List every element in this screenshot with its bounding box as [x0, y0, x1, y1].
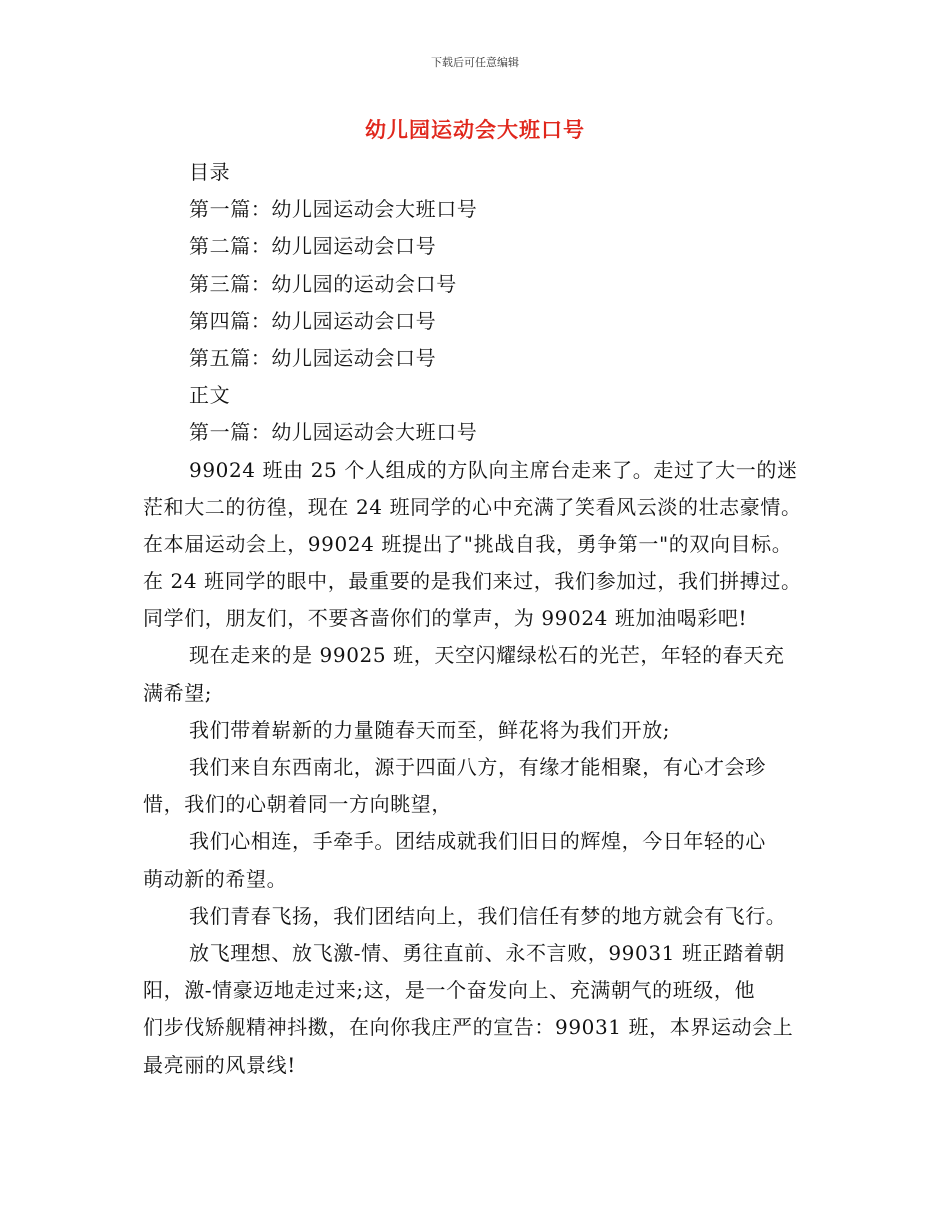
paragraph-line: 们步伐矫舰精神抖擞，在向你我庄严的宣告：99031 班，本界运动会上 — [143, 1015, 794, 1040]
paragraph-line: 我们青春飞扬，我们团结向上，我们信任有梦的地方就会有飞行。 — [189, 903, 787, 928]
document-body — [143, 154, 815, 1084]
paragraph-line: 在本届运动会上，99024 班提出了"挑战自我，勇争第一"的双向目标。 — [143, 531, 793, 556]
paragraph-line: 我们心相连，手牵手。团结成就我们旧日的辉煌，今日年轻的心 — [189, 829, 766, 854]
paragraph — [143, 749, 815, 823]
paragraph-line: 在 24 班同学的眼中，最重要的是我们来过，我们参加过，我们拼搏过。 — [143, 569, 802, 594]
paragraph-line: 同学们，朋友们，不要吝啬你们的掌声，为 99024 班加油喝彩吧! — [143, 606, 748, 631]
paragraph-line: 最亮丽的风景线! — [143, 1052, 296, 1077]
paragraph — [143, 712, 815, 749]
paragraph — [143, 637, 815, 711]
paragraph-line: 现在走来的是 99025 班，天空闪耀绿松石的光芒，年轻的春天充 — [189, 643, 785, 668]
toc-label: 目录 — [189, 160, 231, 184]
section-heading: 第一篇：幼儿园运动会大班口号 — [189, 420, 478, 445]
document-title: 幼儿园运动会大班口号 — [365, 118, 585, 142]
toc-item: 第二篇：幼儿园运动会口号 — [189, 234, 437, 259]
toc-item: 第三篇：幼儿园的运动会口号 — [189, 271, 457, 296]
toc-item: 第一篇：幼儿园运动会大班口号 — [189, 197, 478, 222]
paragraph-line: 阳，激-情豪迈地走过来;这，是一个奋发向上、充满朝气的班级，他 — [143, 978, 756, 1003]
paragraph-line: 满希望; — [143, 680, 213, 705]
paragraph-line: 茫和大二的彷徨，现在 24 班同学的心中充满了笑看风云淡的壮志豪情。 — [143, 494, 802, 519]
paragraph — [143, 935, 815, 1084]
paragraph-line: 我们来自东西南北，源于四面八方，有缘才能相聚，有心才会珍 — [189, 755, 766, 779]
paragraph-line: 我们带着崭新的力量随春天而至，鲜花将为我们开放; — [189, 717, 671, 742]
paragraph — [143, 823, 815, 897]
paragraph-line: 萌动新的希望。 — [143, 866, 288, 891]
paragraph — [143, 898, 815, 935]
toc-item: 第四篇：幼儿园运动会口号 — [189, 308, 437, 333]
body-label: 正文 — [189, 383, 231, 408]
paragraph-line: 惜，我们的心朝着同一方向眺望， — [143, 792, 452, 817]
header-note: 下载后可任意编辑 — [431, 56, 519, 69]
paragraph-line: 99024 班由 25 个人组成的方队向主席台走来了。走过了大一的迷 — [189, 457, 798, 482]
paragraph-line: 放飞理想、放飞激-情、勇往直前、永不言败，99031 班正踏着朝 — [189, 940, 785, 965]
toc-item: 第五篇：幼儿园运动会口号 — [189, 345, 437, 370]
paragraph — [143, 452, 815, 638]
